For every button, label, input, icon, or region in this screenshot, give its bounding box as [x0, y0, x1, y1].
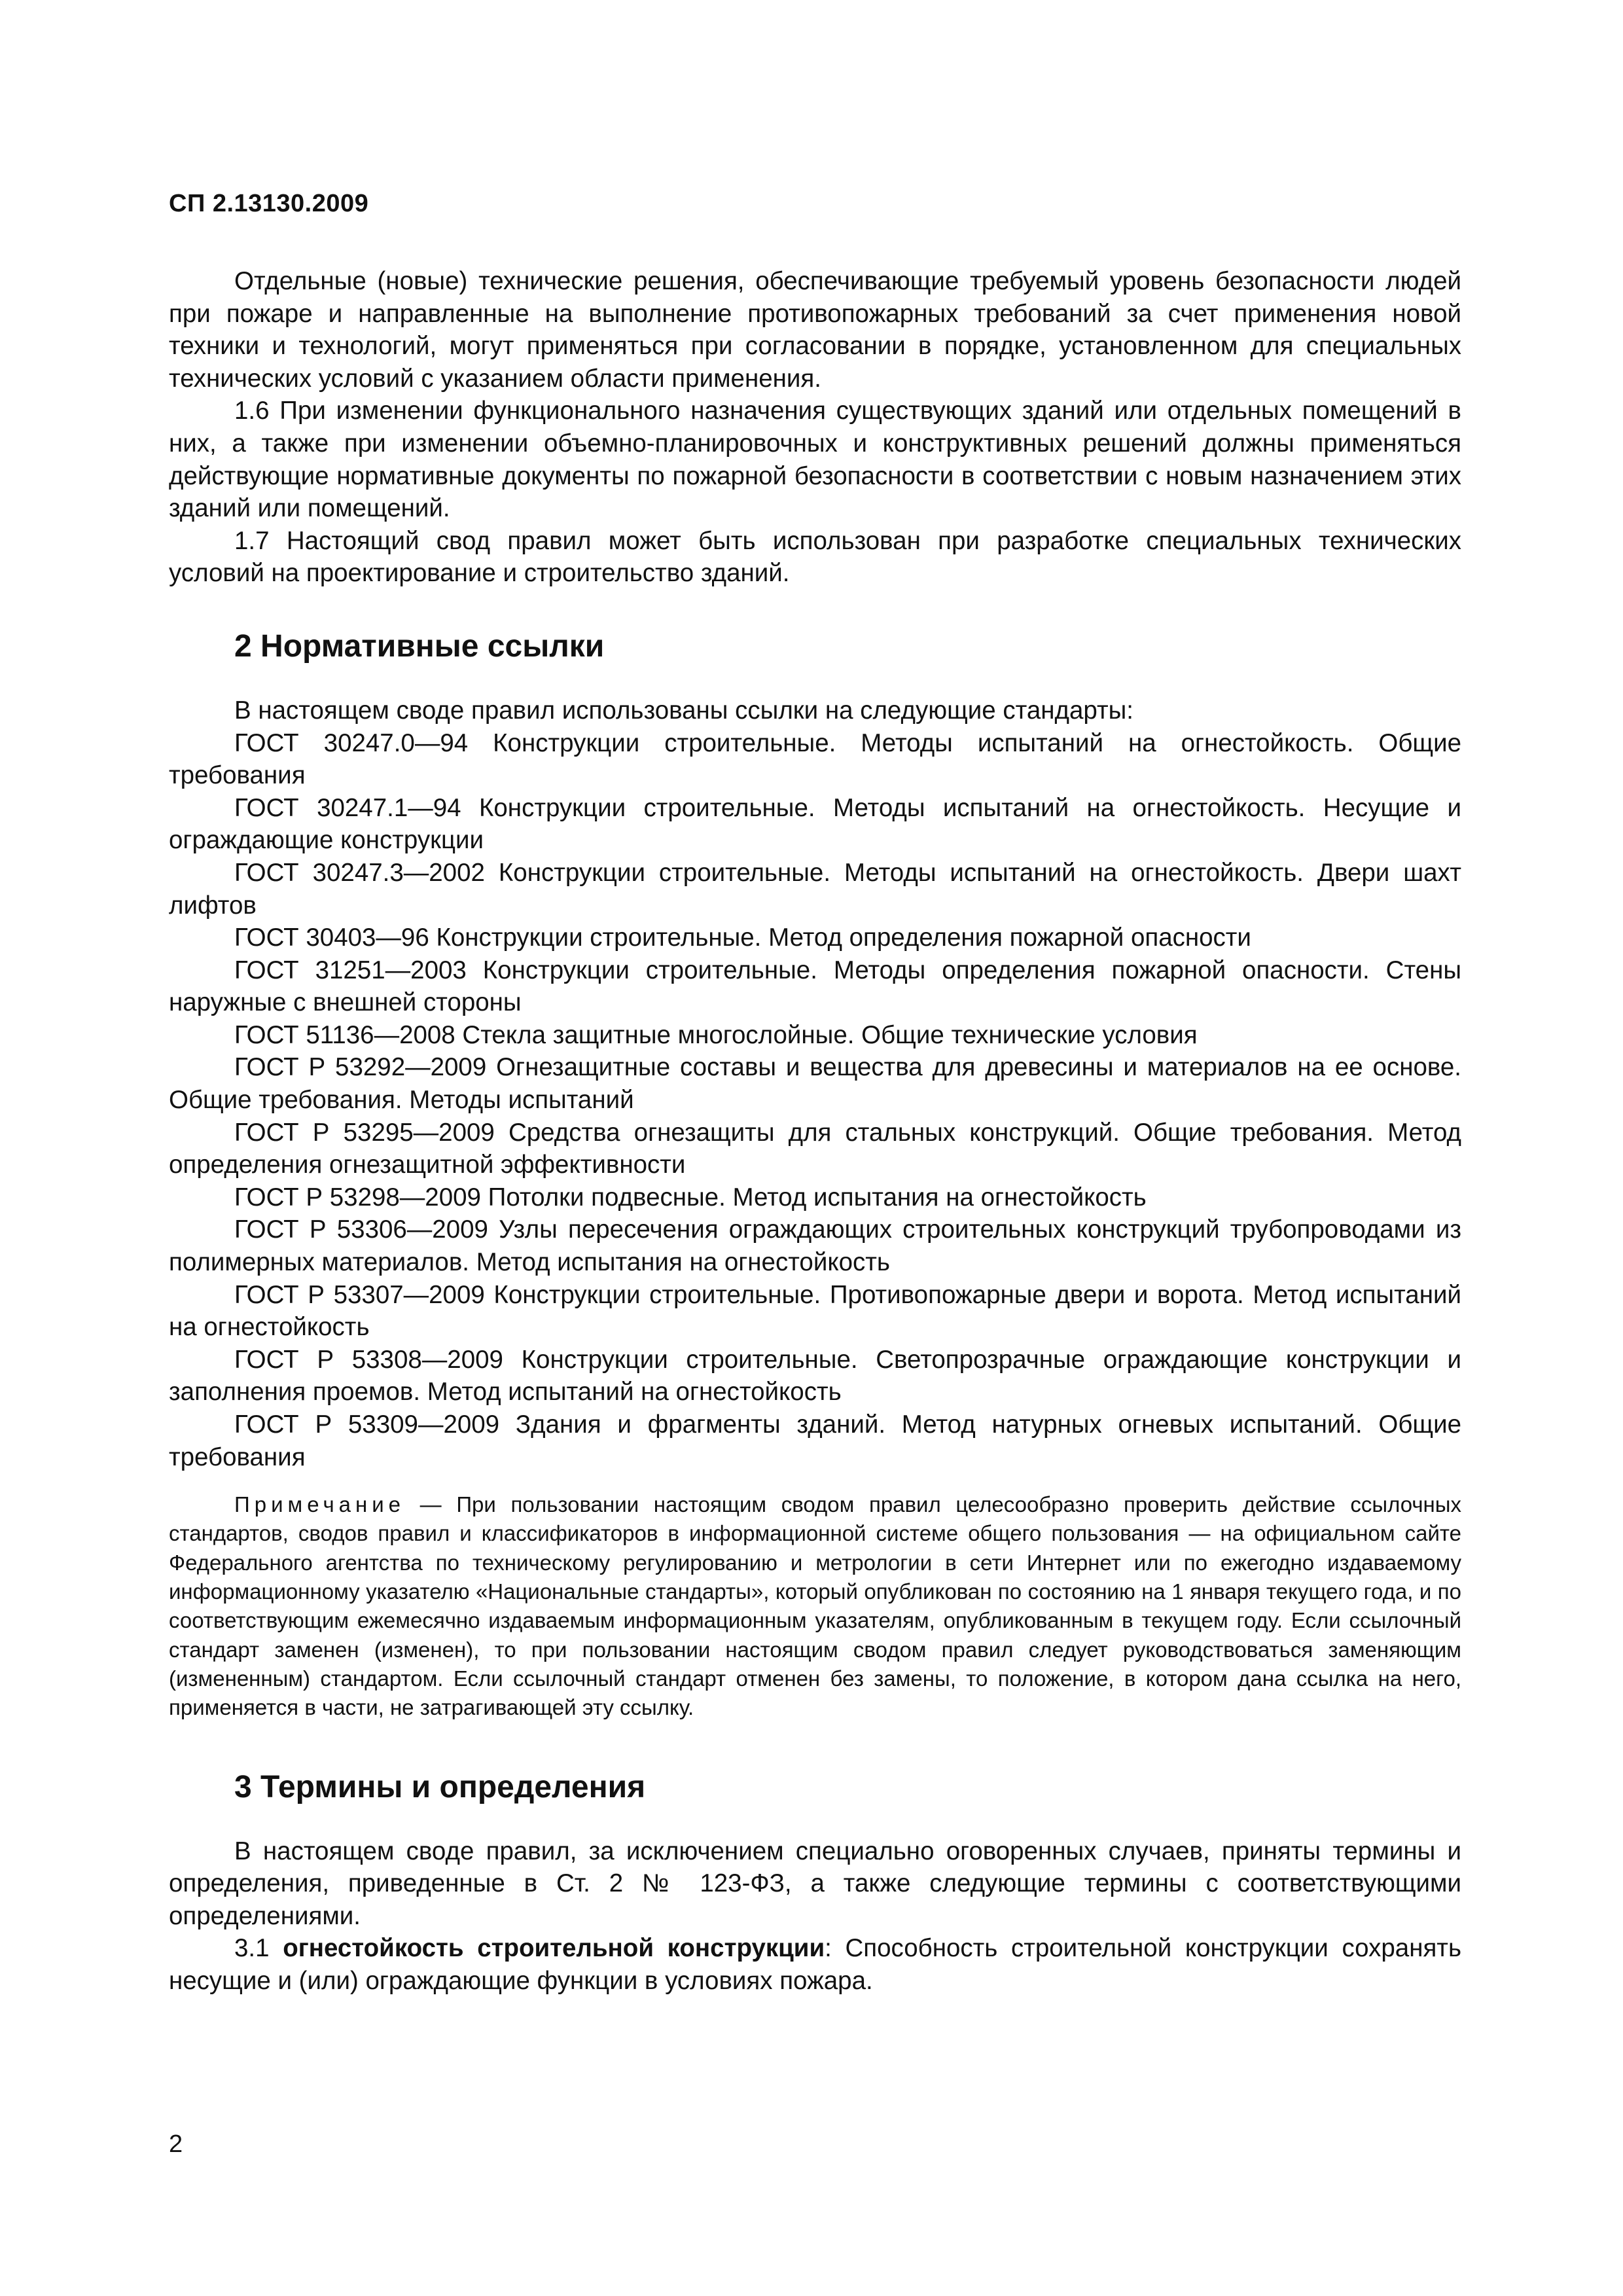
reference-item: ГОСТ 30247.1—94 Конструкции строительные. Методы испытаний на огнестойкость. Несущие и ограждающие конструкции — [169, 793, 1461, 855]
reference-item: ГОСТ Р 53306—2009 Узлы пересечения ограждающих строительных конструкций трубопроводами из полимерных материалов. Метод испытания на огнестойкость — [169, 1215, 1461, 1277]
reference-note — [169, 1490, 1461, 1722]
section-2-title: 2 Нормативные ссылки — [234, 628, 605, 664]
reference-item: ГОСТ 30247.3—2002 Конструкции строительные. Методы испытаний на огнестойкость. Двери шахт лифтов — [169, 858, 1461, 920]
reference-item: ГОСТ Р 53292—2009 Огнезащитные составы и вещества для древесины и материалов на ее основе. Общие требования. Методы испытаний — [169, 1053, 1461, 1115]
defined-term: огнестойкость строительной конструкции — [283, 1934, 825, 1963]
definition-3-1 — [169, 1932, 1461, 1997]
reference-item: ГОСТ Р 53308—2009 Конструкции строительные. Светопрозрачные ограждающие конструкции и заполнения проемов. Метод испытаний на огнестойкость — [169, 1345, 1461, 1407]
page-number: 2 — [169, 2130, 183, 2158]
reference-item: ГОСТ 30403—96 Конструкции строительные. Метод определения пожарной опасности — [234, 924, 1251, 952]
definition-number: 3.1 — [234, 1934, 270, 1963]
reference-item: ГОСТ 31251—2003 Конструкции строительные. Методы определения пожарной опасности. Стены наружные с внешней стороны — [169, 956, 1461, 1017]
note-text: — При пользовании настоящим сводом правил целесообразно проверить действие ссылочных стандартов, сводов правил и классификаторов в информационной системе общего пользования — на официальном сайте Федерального агентства по техническому регулированию и метрологии в сети Интернет или по ежегодно издаваемому информационному указателю «Национальные стандарты», который опубликован по состоянию на 1 января текущего года, и по соответствующим ежемесячно издаваемым информационным указателям, опубликованным в текущем году. Если ссылочный стандарт заменен (изменен), то при пользовании настоящим сводом правил следует руководствоваться заменяющим (измененным) стандартом. Если ссылочный стандарт отменен без замены, то положение, в котором дана ссылка на него, применяется в части, не затрагивающей эту ссылку. — [169, 1492, 1461, 1720]
clause-1-6: 1.6 При изменении функционального назначения существующих зданий или отдельных помещений в них, а также при изменении объемно-планировочных и конструктивных решений должны применяться действующие нормативные документы по пожарной безопасности в соответствии с новым назначением этих зданий или помещений. — [169, 397, 1461, 523]
section-3-title: 3 Термины и определения — [234, 1769, 646, 1804]
reference-item: ГОСТ Р 53309—2009 Здания и фрагменты зданий. Метод натурных огневых испытаний. Общие требования — [169, 1410, 1461, 1471]
reference-item: ГОСТ Р 53298—2009 Потолки подвесные. Метод испытания на огнестойкость — [234, 1183, 1147, 1211]
reference-item: ГОСТ 51136—2008 Стекла защитные многослойные. Общие технические условия — [234, 1020, 1198, 1049]
document-code-header: СП 2.13130.2009 — [169, 190, 369, 217]
section-2-lead: В настоящем своде правил использованы ссылки на следующие стандарты: — [234, 696, 1133, 725]
clause-1-7: 1.7 Настоящий свод правил может быть использован при разработке специальных технических условий на проектирование и строительство зданий. — [169, 526, 1461, 588]
reference-item: ГОСТ Р 53295—2009 Средства огнезащиты для стальных конструкций. Общие требования. Метод определения огнезащитной эффективности — [169, 1118, 1461, 1179]
reference-item: ГОСТ Р 53307—2009 Конструкции строительные. Противопожарные двери и ворота. Метод испытаний на огнестойкость — [169, 1280, 1461, 1342]
page-content — [169, 265, 1461, 1998]
reference-item: ГОСТ 30247.0—94 Конструкции строительные. Методы испытаний на огнестойкость. Общие требования — [169, 728, 1461, 790]
definition-text: : Способность строительной конструкции сохранять несущие и (или) ограждающие функции в условиях пожара. — [169, 1934, 1461, 1995]
intro-paragraph: Отдельные (новые) технические решения, обеспечивающие требуемый уровень безопасности людей при пожаре и направленные на выполнение противопожарных требований за счет применения новой техники и технологий, могут применяться при согласовании в порядке, установленном для специальных технических условий с указанием области применения. — [169, 267, 1461, 393]
section-3-lead: В настоящем своде правил, за исключением специально оговоренных случаев, приняты термины и определения, приведенные в Ст. 2 № 123-ФЗ, а также следующие термины с соответствующими определениями. — [169, 1837, 1461, 1930]
note-label: Примечание — [234, 1492, 406, 1517]
